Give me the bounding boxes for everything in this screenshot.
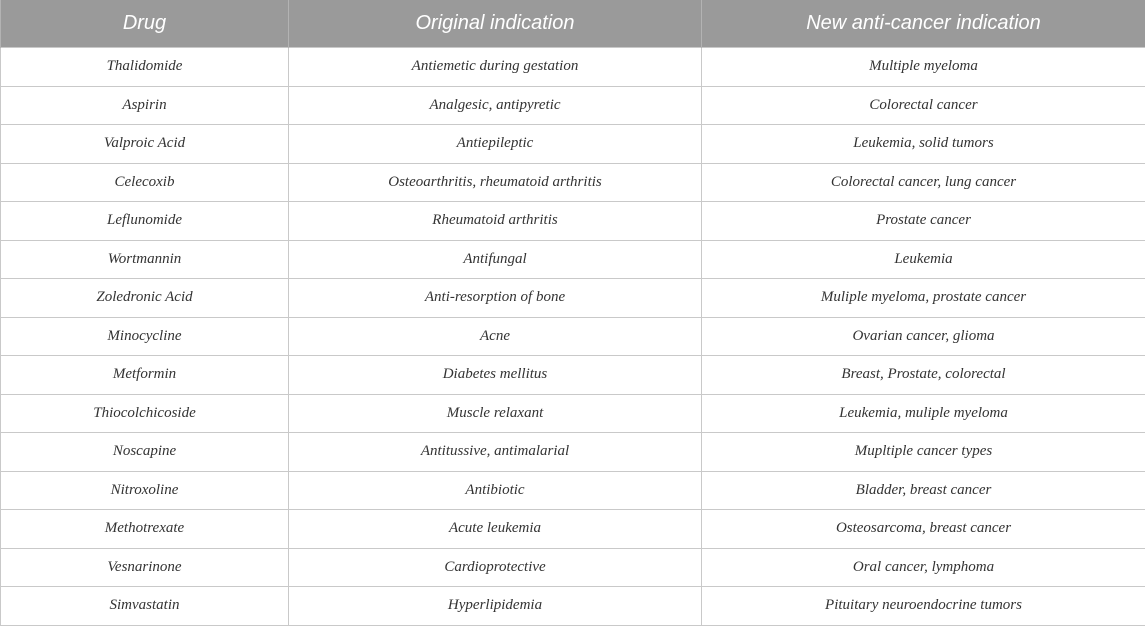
table-row bbox=[1, 48, 1145, 87]
new-indication-cell: Leukemia bbox=[702, 240, 1145, 279]
drug-cell: Aspirin bbox=[1, 86, 289, 125]
original-indication-cell: Antiemetic during gestation bbox=[289, 48, 702, 87]
drug-cell: Thalidomide bbox=[1, 48, 289, 87]
new-indication-cell: Colorectal cancer, lung cancer bbox=[702, 163, 1145, 202]
drug-cell: Leflunomide bbox=[1, 202, 289, 241]
drug-cell: Methotrexate bbox=[1, 510, 289, 549]
table-header bbox=[1, 0, 1145, 48]
table-row bbox=[1, 279, 1145, 318]
drug-cell: Nitroxoline bbox=[1, 471, 289, 510]
header-original-indication: Original indication bbox=[289, 0, 702, 48]
header-new-anticancer-indication: New anti-cancer indication bbox=[702, 0, 1145, 48]
table-row bbox=[1, 202, 1145, 241]
table-row bbox=[1, 433, 1145, 472]
original-indication-cell: Osteoarthritis, rheumatoid arthritis bbox=[289, 163, 702, 202]
new-indication-cell: Muliple myeloma, prostate cancer bbox=[702, 279, 1145, 318]
new-indication-cell: Prostate cancer bbox=[702, 202, 1145, 241]
new-indication-cell: Bladder, breast cancer bbox=[702, 471, 1145, 510]
table-row bbox=[1, 510, 1145, 549]
original-indication-cell: Acute leukemia bbox=[289, 510, 702, 549]
table-row bbox=[1, 394, 1145, 433]
original-indication-cell: Hyperlipidemia bbox=[289, 587, 702, 626]
drug-cell: Simvastatin bbox=[1, 587, 289, 626]
original-indication-cell: Antifungal bbox=[289, 240, 702, 279]
table-row bbox=[1, 587, 1145, 626]
table-row bbox=[1, 163, 1145, 202]
table-row bbox=[1, 125, 1145, 164]
drug-cell: Zoledronic Acid bbox=[1, 279, 289, 318]
new-indication-cell: Leukemia, solid tumors bbox=[702, 125, 1145, 164]
original-indication-cell: Anti-resorption of bone bbox=[289, 279, 702, 318]
new-indication-cell: Ovarian cancer, glioma bbox=[702, 317, 1145, 356]
new-indication-cell: Pituitary neuroendocrine tumors bbox=[702, 587, 1145, 626]
table-row bbox=[1, 548, 1145, 587]
original-indication-cell: Antitussive, antimalarial bbox=[289, 433, 702, 472]
new-indication-cell: Multiple myeloma bbox=[702, 48, 1145, 87]
drug-cell: Noscapine bbox=[1, 433, 289, 472]
header-drug: Drug bbox=[1, 0, 289, 48]
original-indication-cell: Cardioprotective bbox=[289, 548, 702, 587]
drug-cell: Minocycline bbox=[1, 317, 289, 356]
table-row bbox=[1, 240, 1145, 279]
drug-cell: Metformin bbox=[1, 356, 289, 395]
new-indication-cell: Breast, Prostate, colorectal bbox=[702, 356, 1145, 395]
table-row bbox=[1, 317, 1145, 356]
new-indication-cell: Colorectal cancer bbox=[702, 86, 1145, 125]
original-indication-cell: Muscle relaxant bbox=[289, 394, 702, 433]
drug-cell: Wortmannin bbox=[1, 240, 289, 279]
drug-cell: Valproic Acid bbox=[1, 125, 289, 164]
new-indication-cell: Leukemia, muliple myeloma bbox=[702, 394, 1145, 433]
original-indication-cell: Rheumatoid arthritis bbox=[289, 202, 702, 241]
new-indication-cell: Osteosarcoma, breast cancer bbox=[702, 510, 1145, 549]
original-indication-cell: Antibiotic bbox=[289, 471, 702, 510]
table-row bbox=[1, 471, 1145, 510]
original-indication-cell: Acne bbox=[289, 317, 702, 356]
new-indication-cell: Oral cancer, lymphoma bbox=[702, 548, 1145, 587]
original-indication-cell: Antiepileptic bbox=[289, 125, 702, 164]
header-row bbox=[1, 0, 1145, 48]
original-indication-cell: Diabetes mellitus bbox=[289, 356, 702, 395]
drug-cell: Vesnarinone bbox=[1, 548, 289, 587]
new-indication-cell: Mupltiple cancer types bbox=[702, 433, 1145, 472]
drug-cell: Celecoxib bbox=[1, 163, 289, 202]
drug-cell: Thiocolchicoside bbox=[1, 394, 289, 433]
table-body bbox=[1, 48, 1145, 626]
table-row bbox=[1, 86, 1145, 125]
table-row bbox=[1, 356, 1145, 395]
original-indication-cell: Analgesic, antipyretic bbox=[289, 86, 702, 125]
